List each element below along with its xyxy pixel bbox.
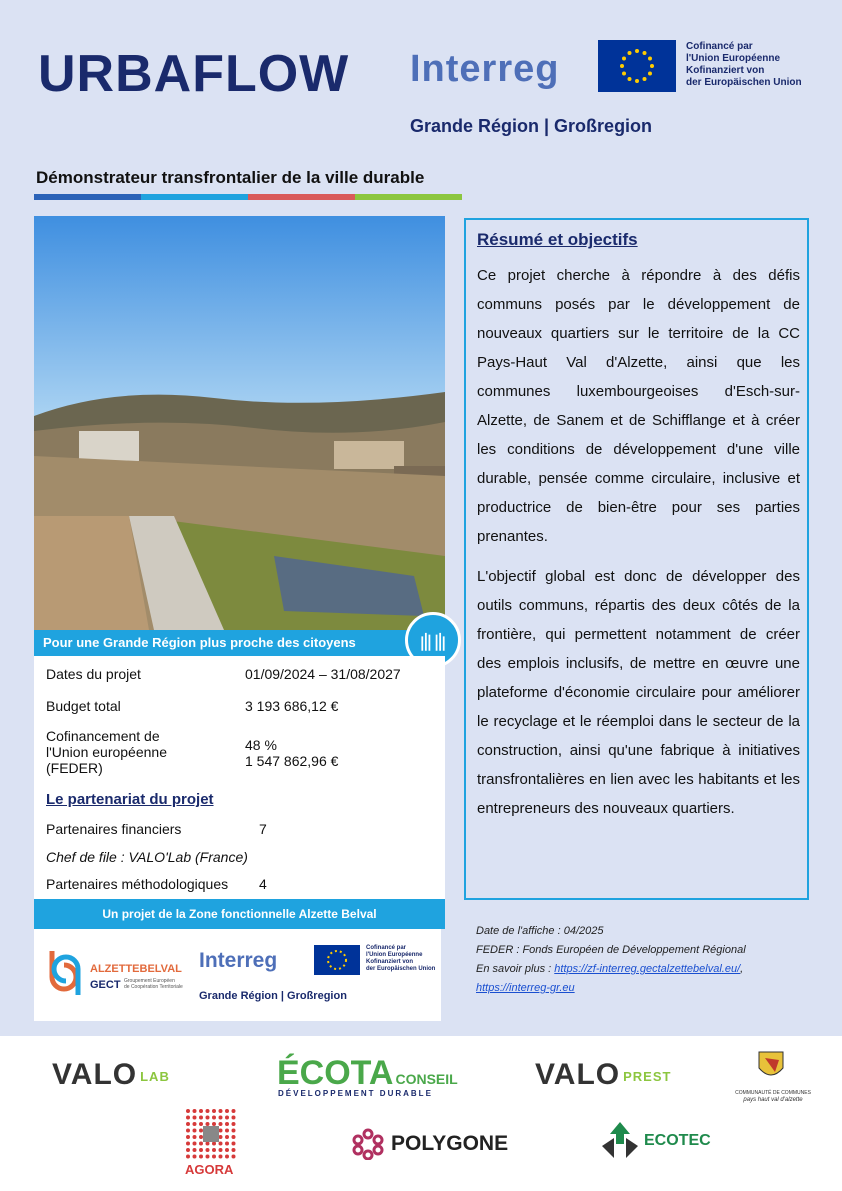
agora-dot-icon: [232, 1116, 236, 1120]
agora-dot-icon: [225, 1135, 229, 1139]
valolab-logo: [52, 1058, 170, 1092]
divider-red: [248, 194, 355, 200]
eu-star-icon: [643, 77, 647, 81]
ecota-logo: [277, 1054, 458, 1093]
cofinance-line: der Europäischen Union: [686, 77, 802, 88]
agora-dot-icon: [186, 1122, 190, 1126]
agora-dot-icon: [212, 1122, 216, 1126]
citizens-band-text: Pour une Grande Région plus proche des citoyens: [43, 635, 356, 650]
cofin-small-line: l'Union Européenne: [366, 952, 423, 958]
citizens-band: [34, 630, 445, 656]
more-info-label: En savoir plus :: [476, 963, 555, 975]
partners-footer: [0, 1036, 842, 1191]
interreg-logo-text: Interreg: [410, 48, 560, 90]
cofin-small-line: Cofinancé par: [366, 945, 407, 951]
agora-dot-icon: [199, 1135, 203, 1139]
functional-zone-band: Un projet de la Zone fonctionnelle Alzette Belval: [34, 899, 445, 929]
agora-dot-icon: [186, 1109, 190, 1113]
cofinance-line: Cofinancé par: [686, 41, 753, 52]
ecota-tagline: DÉVELOPPEMENT DURABLE: [278, 1089, 433, 1098]
agora-dot-icon: [212, 1148, 216, 1152]
agora-dot-icon: [225, 1116, 229, 1120]
agora-dot-icon: [199, 1122, 203, 1126]
cofinance-small-label: [366, 945, 435, 973]
agora-dot-icon: [193, 1142, 197, 1146]
project-info-panel: [34, 656, 445, 899]
summary-title: Résumé et objectifs: [477, 230, 638, 249]
agora-dot-icon: [219, 1148, 223, 1152]
cofinancing-value: [245, 737, 338, 769]
divider-blue: [34, 194, 141, 200]
divider-cyan: [141, 194, 248, 200]
eu-star-icon: [635, 79, 639, 83]
agora-dot-icon: [186, 1135, 190, 1139]
project-site-photo: [34, 216, 445, 630]
agora-text: AGORA: [185, 1162, 234, 1177]
gect-text: GECT: [90, 979, 121, 991]
agora-dot-icon: [225, 1148, 229, 1152]
agora-dot-icon: [206, 1122, 210, 1126]
valoprest-main: VALO: [535, 1058, 621, 1091]
valolab-main: VALO: [52, 1058, 138, 1091]
agora-dot-icon: [206, 1148, 210, 1152]
agora-dot-icon: [212, 1155, 216, 1159]
color-divider: [34, 194, 462, 200]
agora-dot-icon: [199, 1155, 203, 1159]
agora-dot-icon: [193, 1122, 197, 1126]
ecota-sub: CONSEIL: [395, 1071, 458, 1087]
agora-dot-icon: [225, 1155, 229, 1159]
agora-dot-icon: [199, 1148, 203, 1152]
agora-dot-icon: [193, 1116, 197, 1120]
agora-dot-icon: [199, 1116, 203, 1120]
agora-dot-icon: [206, 1109, 210, 1113]
cofinance-label: [686, 41, 802, 89]
agora-dot-icon: [193, 1129, 197, 1133]
budget-label: Budget total: [46, 698, 121, 714]
agora-dot-icon: [193, 1148, 197, 1152]
agora-dot-icon: [232, 1122, 236, 1126]
eu-star-icon: [622, 57, 626, 61]
cofinance-line: Kofinanziert von: [686, 65, 765, 76]
dates-label: Dates du projet: [46, 666, 141, 682]
budget-value: 3 193 686,12 €: [245, 698, 339, 714]
agora-dot-icon: [219, 1129, 223, 1133]
summary-panel: [464, 218, 809, 900]
eu-star-icon: [650, 64, 654, 68]
cofin-small-line: Kofinanziert von: [366, 959, 414, 965]
agora-dot-icon: [232, 1129, 236, 1133]
agora-dot-icon: [186, 1148, 190, 1152]
cc-line: COMMUNAUTÉ DE COMMUNES: [735, 1090, 811, 1096]
agora-dot-icon: [186, 1142, 190, 1146]
poster-subtitle: Démonstrateur transfrontalier de la ville durable: [36, 168, 425, 187]
poster-title: URBAFLOW: [38, 45, 350, 103]
interreg-small-text: Interreg: [199, 949, 278, 972]
ecotec-text: ECOTEC: [644, 1132, 711, 1149]
gect-link[interactable]: https://zf-interreg.gectalzettebelval.eu/: [554, 963, 741, 975]
agora-dot-icon: [212, 1109, 216, 1113]
polygone-icon: [352, 1128, 384, 1160]
cofinancing-label-line: l'Union européenne: [46, 744, 167, 760]
eu-star-icon: [628, 51, 632, 55]
cofinancing-percent: 48 %: [245, 737, 277, 753]
agora-dot-icon: [219, 1135, 223, 1139]
more-info: [476, 960, 746, 979]
agora-dot-icon: [212, 1116, 216, 1120]
agora-dot-icon: [219, 1155, 223, 1159]
eu-star-icon: [648, 72, 652, 76]
region-label: Grande Région | Großregion: [410, 116, 653, 136]
eu-star-icon: [648, 57, 652, 61]
agora-dot-icon: [206, 1155, 210, 1159]
cofinancing-label: [46, 728, 167, 776]
region-small-label: Grande Région | Großregion: [199, 990, 347, 1002]
financial-partners-label: Partenaires financiers: [46, 821, 182, 837]
valoprest-sub: PREST: [623, 1068, 672, 1084]
cc-pays-haut-text: [732, 1090, 814, 1104]
agora-dot-icon: [193, 1135, 197, 1139]
agora-dot-icon: [219, 1142, 223, 1146]
ecota-main: ÉCOTA: [277, 1054, 394, 1092]
method-partners-label: Partenaires méthodologiques: [46, 876, 229, 892]
polygone-text: POLYGONE: [391, 1132, 509, 1155]
poster-notes: [476, 922, 746, 998]
dates-value: 01/09/2024 – 31/08/2027: [245, 666, 401, 682]
agora-dot-icon: [225, 1142, 229, 1146]
partner-logos-box: [34, 929, 441, 1021]
agora-dot-icon: [219, 1122, 223, 1126]
agora-dot-icon: [225, 1109, 229, 1113]
cofinance-line: l'Union Européenne: [686, 53, 781, 64]
poster-date: Date de l'affiche : 04/2025: [476, 925, 604, 937]
agora-dot-icon: [225, 1122, 229, 1126]
eu-star-icon: [620, 64, 624, 68]
agora-dot-icon: [199, 1129, 203, 1133]
lead-partner: Chef de file : VALO'Lab (France): [46, 849, 248, 865]
link-separator: ,: [740, 963, 744, 975]
eu-star-icon: [622, 72, 626, 76]
agora-dot-icon: [193, 1109, 197, 1113]
agora-dot-icon: [193, 1155, 197, 1159]
agora-dot-icon: [219, 1116, 223, 1120]
gect-description: [124, 978, 183, 990]
eu-star-icon: [643, 51, 647, 55]
eu-flag-icon: [598, 40, 676, 92]
agora-dot-icon: [212, 1142, 216, 1146]
partnership-title: Le partenariat du projet: [46, 791, 214, 808]
cc-pays-haut-icon: [755, 1048, 787, 1084]
agora-dot-icon: [225, 1129, 229, 1133]
agora-dot-icon: [232, 1142, 236, 1146]
valolab-sub: LAB: [140, 1068, 170, 1084]
agora-dot-icon: [186, 1155, 190, 1159]
agora-dot-icon: [206, 1142, 210, 1146]
eu-star-icon: [628, 77, 632, 81]
agora-dot-icon: [206, 1116, 210, 1120]
gect-desc-line: de Coopération Territoriale: [124, 984, 183, 990]
ecotec-icon: [600, 1120, 640, 1160]
financial-partners-value: 7: [259, 821, 267, 837]
agora-dot-icon: [219, 1109, 223, 1113]
alzette-belval-text: ALZETTEBELVAL: [90, 963, 182, 975]
method-partners-value: 4: [259, 876, 267, 892]
eu-star-icon: [635, 49, 639, 53]
eu-flag-small-icon: [314, 945, 360, 975]
agora-dot-icon: [232, 1135, 236, 1139]
feder-definition: FEDER : Fonds Européen de Développement Régional: [476, 944, 746, 956]
summary-paragraph-1: Ce projet cherche à répondre à des défis communs posés par le développement de nouveaux quartiers sur le territoire de la CC Pays-Haut Val d'Alzette, ainsi que les communes luxembourgeoises d'Esch-sur-Alzette, de Sanem et de Schifflange et à créer les conditions de développement d'une ville durable, pensée comme circulaire, inclusive et productrice de bien-être pour ses parties prenantes.: [477, 267, 800, 545]
agora-dot-icon: [232, 1155, 236, 1159]
cofinancing-label-line: (FEDER): [46, 760, 103, 776]
agora-dot-icon: [232, 1109, 236, 1113]
agora-dot-icon: [232, 1148, 236, 1152]
agora-dot-icon: [199, 1109, 203, 1113]
summary-paragraph-2: L'objectif global est donc de développer des outils communs, répartis des deux côtés de la frontière, qui permettent notamment de créer des emplois inclusifs, de mettre en œuvre une plateforme d'économie circulaire pour améliorer le recyclage et le réemploi dans le secteur de la construction, ainsi qu'une fabrique à initiatives transfrontalières en lien avec les habitants et les entrepreneurs des nouveaux quartiers.: [477, 568, 800, 817]
agora-dot-icon: [186, 1116, 190, 1120]
divider-green: [355, 194, 462, 200]
cofinancing-amount: 1 547 862,96 €: [245, 753, 339, 769]
cofinancing-label-line: Cofinancement de: [46, 728, 160, 744]
valoprest-logo: [535, 1058, 671, 1092]
agora-icon: [185, 1108, 237, 1160]
cofin-small-line: der Europäischen Union: [366, 966, 436, 972]
interreg-link[interactable]: https://interreg-gr.eu: [476, 982, 575, 994]
gect-desc-line: Groupement Européen: [124, 978, 175, 984]
agora-dot-icon: [199, 1142, 203, 1146]
cc-line: pays haut val d'alzette: [743, 1097, 803, 1103]
agora-dot-icon: [186, 1129, 190, 1133]
alzette-belval-icon: [46, 947, 84, 999]
